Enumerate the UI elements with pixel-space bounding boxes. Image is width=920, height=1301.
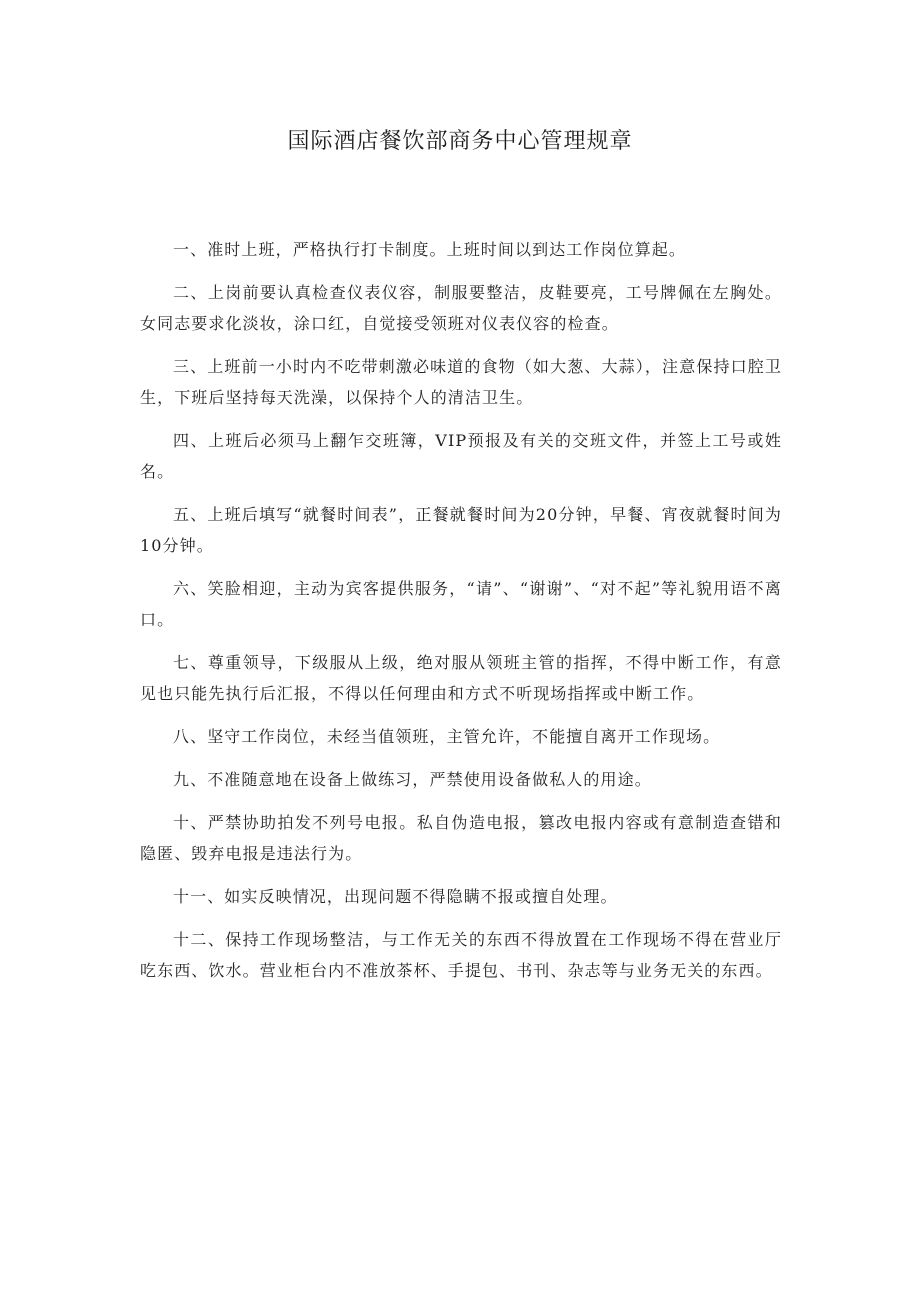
rule-4: 四、上班后必须马上翻乍交班簿，VIP预报及有关的交班文件，并签上工号或姓名。 [140, 431, 782, 481]
rule-7: 七、尊重领导，下级服从上级，绝对服从领班主管的指挥，不得中断工作，有意见也只能先执行后汇报，不得以任何理由和方式不听现场指挥或中断工作。 [140, 653, 782, 703]
rule-3: 三、上班前一小时内不吃带刺激必味道的食物（如大葱、大蒜），注意保持口腔卫生，下班后坚持每天洗澡，以保持个人的清洁卫生。 [140, 357, 782, 407]
rule-10: 十、严禁协助拍发不列号电报。私自伪造电报，篡改电报内容或有意制造查错和隐匿、毁弃电报是违法行为。 [140, 813, 782, 863]
rule-1: 一、准时上班，严格执行打卡制度。上班时间以到达工作岗位算起。 [173, 240, 687, 259]
rule-8: 八、坚守工作岗位，未经当值领班，主管允许，不能擅自离开工作现场。 [173, 727, 721, 746]
rule-11: 十一、如实反映情况，出现问题不得隐瞒不报或擅自处理。 [173, 887, 618, 906]
document-title: 国际酒店餐饮部商务中心管理规章 [287, 129, 633, 154]
rules-list [140, 234, 782, 998]
rule-9: 九、不准随意地在设备上做练习，严禁使用设备做私人的用途。 [173, 770, 652, 789]
rule-12: 十二、保持工作现场整洁，与工作无关的东西不得放置在工作现场不得在营业厅吃东西、饮水。营业柜台内不准放茶杯、手提包、书刊、杂志等与业务无关的东西。 [140, 930, 782, 980]
rule-6: 六、笑脸相迎，主动为宾客提供服务，“请”、“谢谢”、“对不起”等礼貌用语不离口。 [140, 579, 782, 629]
rule-5: 五、上班后填写“就餐时间表”，正餐就餐时间为20分钟，早餐、宵夜就餐时间为10分钟。 [140, 505, 782, 555]
rule-2: 二、上岗前要认真检查仪表仪容，制服要整洁，皮鞋要亮，工号牌佩在左胸处。女同志要求化淡妆，涂口红，自觉接受领班对仪表仪容的检查。 [140, 283, 782, 333]
